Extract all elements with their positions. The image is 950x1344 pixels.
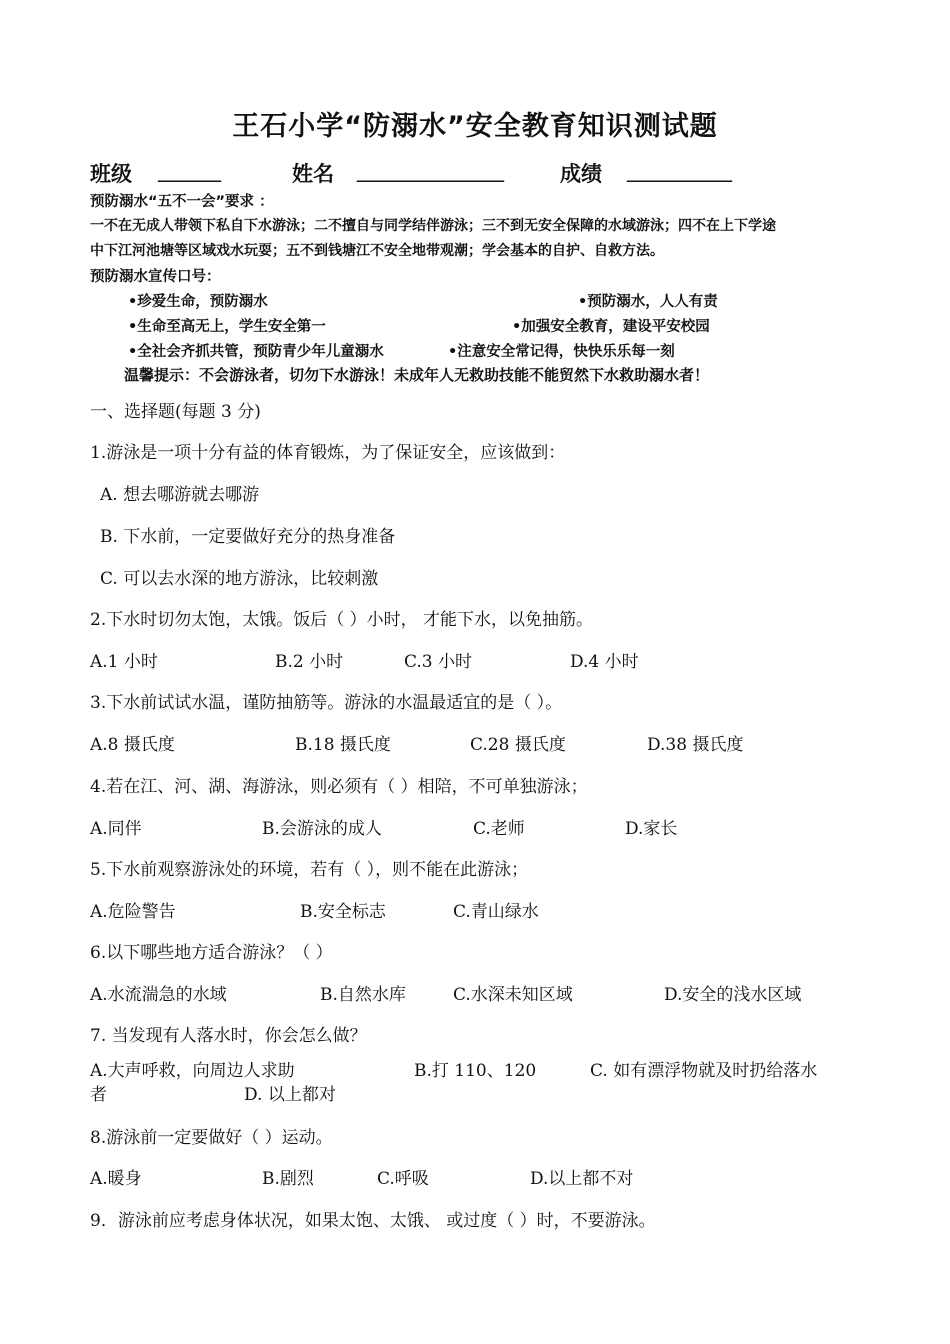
slogan-item: •全社会齐抓共管，预防青少年儿童溺水 (128, 344, 384, 360)
name-label: 姓名 (292, 162, 334, 186)
option-b[interactable]: B.自然水库 (320, 985, 406, 1005)
option-c[interactable]: C.青山绿水 (453, 902, 539, 922)
option-b[interactable]: B.安全标志 (300, 902, 386, 922)
rules-heading: 预防溺水“五不一会”要求 ： (90, 194, 274, 210)
section-heading: 一、选择题(每题 3 分) (90, 402, 261, 422)
rules-line-1: 一不在无成人带领下私自下水游泳；二不擅自与同学结伴游泳；三不到无安全保障的水域游泳；四不在上下学途 (90, 218, 776, 234)
option-b[interactable]: B.2 小时 (275, 652, 344, 672)
option-b[interactable]: B.18 摄氏度 (295, 735, 391, 755)
option-c[interactable]: C.呼吸 (377, 1169, 429, 1189)
option-c[interactable]: C.水深未知区域 (453, 985, 573, 1005)
class-blank[interactable]: ______ (158, 158, 221, 182)
rules-line-2: 中下江河池塘等区域戏水玩耍；五不到钱塘江不安全地带观潮；学会基本的自护、自救方法。 (90, 243, 664, 259)
option-d[interactable]: D.38 摄氏度 (647, 735, 744, 755)
question-text: 3.下水前试试水温，谨防抽筋等。游泳的水温最适宜的是（ ）。 (90, 693, 563, 713)
option-a[interactable]: A.大声呼救，向周边人求助 (90, 1061, 295, 1081)
question-text: 1.游泳是一项十分有益的体育锻炼，为了保证安全，应该做到： (90, 443, 566, 463)
question-text: 8.游泳前一定要做好（ ）运动。 (90, 1128, 333, 1148)
option-a[interactable]: A.水流湍急的水域 (90, 985, 227, 1005)
option-c[interactable]: C.28 摄氏度 (470, 735, 566, 755)
option-a[interactable]: A.8 摄氏度 (90, 735, 175, 755)
option-a[interactable]: A.1 小时 (90, 652, 158, 672)
option-d[interactable]: D.安全的浅水区域 (664, 985, 802, 1005)
question-text: 5.下水前观察游泳处的环境，若有（ ），则不能在此游泳； (90, 860, 529, 880)
slogan-item: •珍爱生命，预防溺水 (128, 294, 268, 310)
warm-tip: 温馨提示：不会游泳者，切勿下水游泳！未成年人无救助技能不能贸然下水救助溺水者！ (124, 366, 710, 384)
question-text: 6.以下哪些地方适合游泳？（ ） (90, 943, 333, 963)
option-b[interactable]: B.打 110、120 (414, 1061, 537, 1081)
option-b[interactable]: B.剧烈 (262, 1169, 314, 1189)
score-blank[interactable]: __________ (627, 158, 732, 182)
question-text: 2.下水时切勿太饱，太饿。饭后（ ）小时， 才能下水，以免抽筋。 (90, 610, 594, 630)
option-a[interactable]: A. 想去哪游就去哪游 (100, 485, 260, 505)
slogan-item: •加强安全教育，建设平安校园 (512, 319, 710, 335)
option-d[interactable]: D.家长 (625, 819, 678, 839)
option-d[interactable]: D.4 小时 (570, 652, 639, 672)
class-label: 班级 (90, 162, 132, 186)
option-c-continued: 者 (90, 1085, 107, 1105)
option-c[interactable]: C.3 小时 (404, 652, 473, 672)
question-text: 4.若在江、河、湖、海游泳，则必须有（ ）相陪，不可单独游泳； (90, 777, 588, 797)
name-blank[interactable]: ______________ (357, 158, 504, 182)
slogan-item: •生命至高无上，学生安全第一 (128, 319, 326, 335)
slogan-item: •预防溺水，人人有责 (578, 294, 718, 310)
option-a[interactable]: A.暖身 (90, 1169, 142, 1189)
question-text: 7. 当发现有人落水时，你会怎么做？ (90, 1026, 367, 1046)
score-label: 成绩 (560, 162, 602, 186)
question-text: 9．游泳前应考虑身体状况，如果太饱、太饿、 或过度（ ）时，不要游泳。 (90, 1211, 656, 1231)
option-a[interactable]: A.同伴 (90, 819, 142, 839)
option-c[interactable]: C. 如有漂浮物就及时扔给落水 (590, 1061, 818, 1081)
option-d[interactable]: D. 以上都对 (244, 1085, 336, 1105)
slogan-item: •注意安全常记得，快快乐乐每一刻 (448, 344, 675, 360)
page-title: 王石小学“防溺水”安全教育知识测试题 (232, 111, 718, 142)
option-a[interactable]: A.危险警告 (90, 902, 176, 922)
option-b[interactable]: B.会游泳的成人 (262, 819, 382, 839)
option-c[interactable]: C. 可以去水深的地方游泳，比较刺激 (100, 569, 379, 589)
option-b[interactable]: B. 下水前，一定要做好充分的热身准备 (100, 527, 396, 547)
option-d[interactable]: D.以上都不对 (530, 1169, 634, 1189)
slogans-heading: 预防溺水宣传口号： (90, 269, 221, 285)
option-c[interactable]: C.老师 (473, 819, 525, 839)
